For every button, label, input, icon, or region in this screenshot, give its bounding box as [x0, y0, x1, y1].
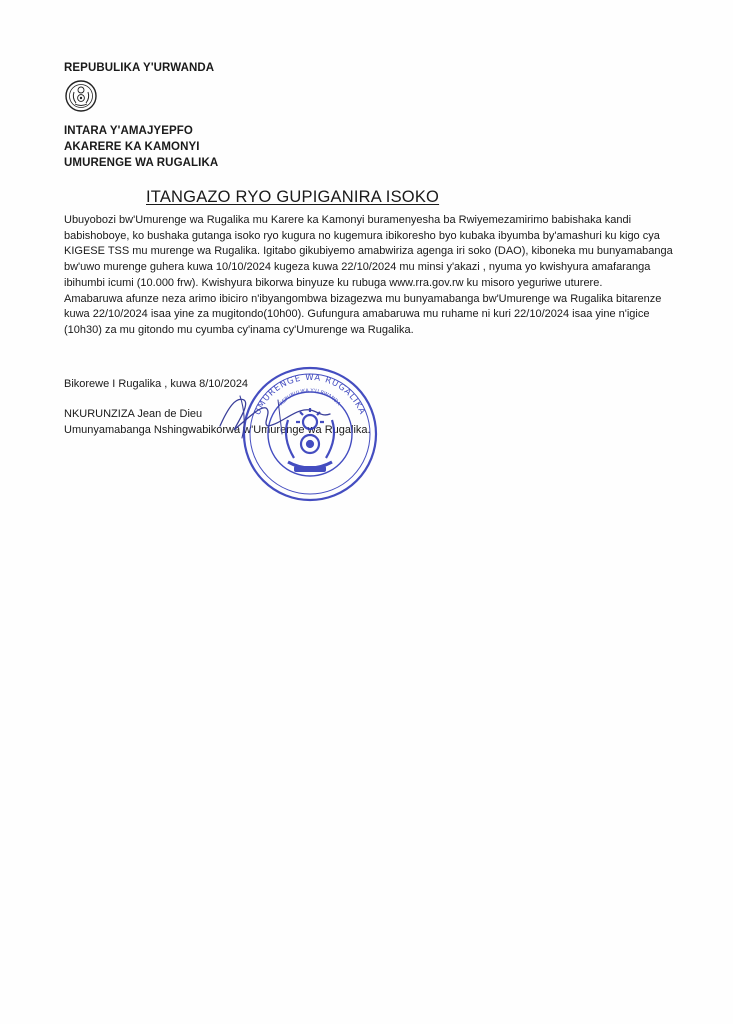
province-name: INTARA Y'AMAJYEPFO [64, 125, 193, 137]
body-paragraph-2: Amabaruwa afunze neza arimo ibiciro n'ibyangombwa bizagezwa mu bunyamabanga bw'Umurenge wa Rugalika bitarenze kuwa 22/10/2024 isaa yine za mugitondo(10h00). Gufungura amabaruwa mu ruhame ni kuri 22/10/2024 isaa yine n'igice (10h30) za mu gitondo mu cyumba cy'inama cy'Umurenge wa Rugalika. [64, 292, 662, 336]
country-name: REPUBULIKA Y'URWANDA [64, 62, 215, 74]
signer-name: NKURUNZIZA Jean de Dieu [64, 408, 203, 420]
announcement-title: ITANGAZO RYO GUPIGANIRA ISOKO [146, 188, 440, 206]
national-emblem-icon [65, 80, 97, 112]
place-and-date: Bikorewe I Rugalika , kuwa 8/10/2024 [64, 378, 249, 390]
stamp-inner-text: REPUBULIKA Y'U RWANDA [278, 387, 342, 408]
signer-title: Umunyamabanga Nshingwabikorwa w'Umurenge wa Rugalika. [64, 424, 371, 436]
sector-name: UMURENGE WA RUGALIKA [64, 157, 219, 169]
letterhead [64, 60, 364, 171]
body-paragraph-1: Ubuyobozi bw'Umurenge wa Rugalika mu Karere ka Kamonyi buramenyesha ba Rwiyemezamirimo babishaka kandi babishoboye, ko bushaka gutanga isoko ryo kugura no kugemura ibikoresho byo kubaka ibyumba by'amashuri ku kigo cya KIGESE TSS mu murenge wa Rugalika. Igitabo gikubiyemo amabwiriza agenga iri soko (DAO), kiboneka mu bunyamabanga bw'uwo murenge guhera kuwa 10/10/2024 kugeza kuwa 22/10/2024 mu minsi y'akazi , nyuma yo kwishyura amafaranga ibihumbi icumi (10.000 frw). Kwishyura bikorwa binyuze ku rubuga www.rra.gov.rw ku misoro yeguriwe uturere. [64, 214, 673, 289]
district-name: AKARERE KA KAMONYI [64, 141, 200, 153]
stamp-outer-text: UMURENGE WA RUGALIKA [252, 372, 368, 417]
announcement-body [64, 213, 684, 339]
handwritten-signature [208, 378, 358, 448]
